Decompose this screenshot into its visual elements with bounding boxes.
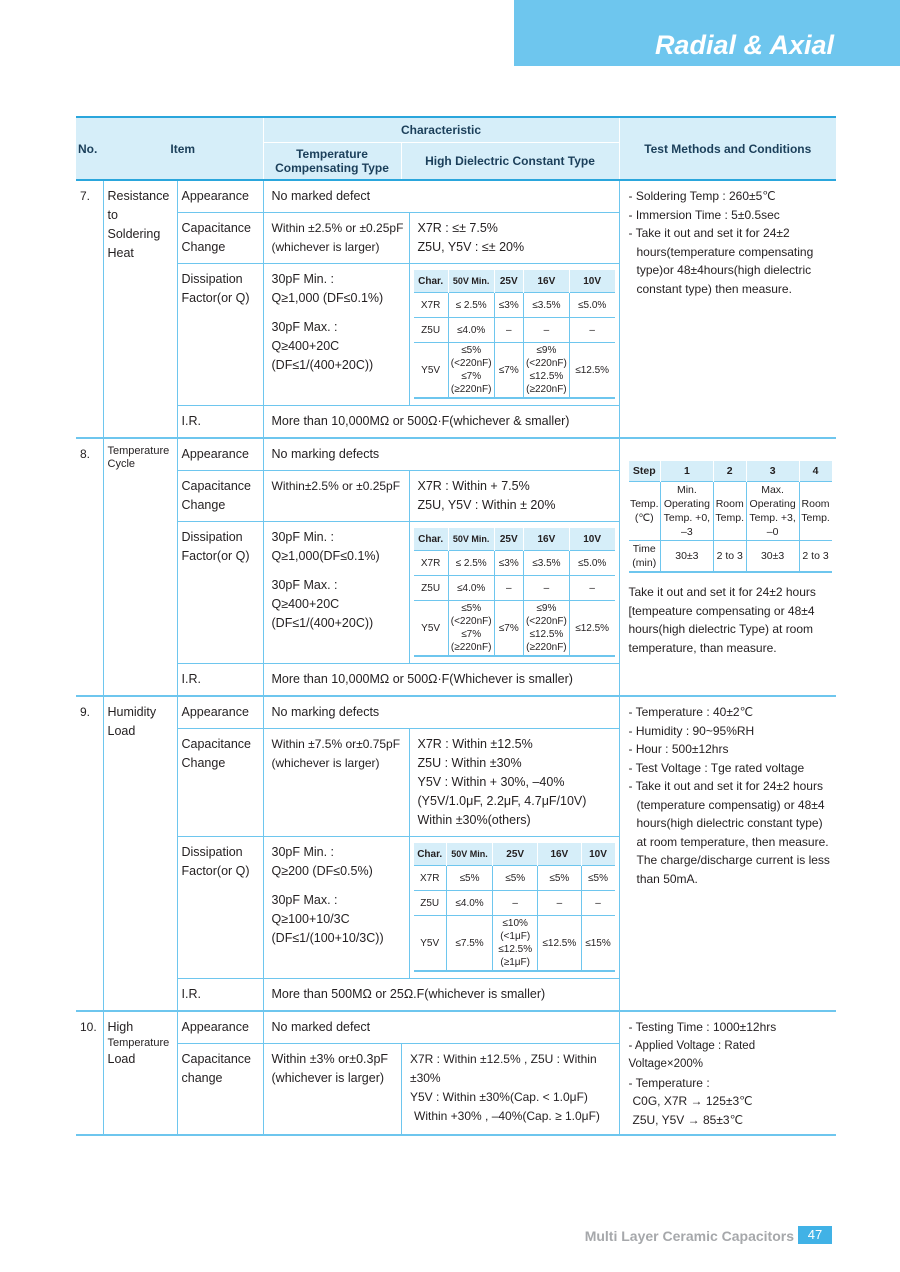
s9-cap-label: Capacitance Change	[177, 729, 263, 837]
table-cell: ≤ 2.5%	[448, 551, 494, 576]
s10-cap-hd: Y5V : Within ±30%(Cap. < 1.0μF)	[410, 1090, 588, 1104]
s8-cap-hd2: Z5U, Y5V : Within ± 20%	[417, 498, 556, 512]
s9-item: Humidity Load	[103, 696, 177, 1011]
table-cell: 30±3	[661, 541, 714, 573]
table-cell: Z5U	[414, 318, 449, 343]
s9-ir-label: I.R.	[177, 979, 263, 1012]
s7-no: 7.	[76, 180, 103, 438]
header-test-methods: Test Methods and Conditions	[619, 117, 836, 180]
table-head: 1	[661, 461, 714, 482]
table-head: Char.	[414, 270, 449, 293]
s9-cap-tc: Within ±7.5% or±0.75pF (whichever is larger)	[271, 737, 401, 770]
table-cell: ≤5% (<220nF) ≤7% (≥220nF)	[448, 601, 494, 657]
s7-test-line: - Take it out and set it for 24±2 hours(temperature compensating type)or 48±4hours(high dielectric constant type) then measure.	[628, 226, 814, 296]
table-cell: –	[569, 318, 614, 343]
table-head: Char.	[414, 843, 447, 866]
s8-appearance-label: Appearance	[177, 438, 263, 471]
s9-cap-hd: (Y5V/1.0μF, 2.2μF, 4.7μF/10V)	[417, 794, 587, 808]
s8-item: Temperature Cycle	[103, 438, 177, 696]
table-head: 25V	[493, 843, 538, 866]
s10-test-line: - Temperature :	[628, 1075, 710, 1090]
s9-cap-hd: Z5U : Within ±30%	[417, 756, 522, 770]
table-cell: ≤ 2.5%	[448, 293, 494, 318]
table-cell: Max. Operating Temp. +3, –0	[746, 482, 799, 541]
table-head: 16V	[523, 528, 569, 551]
table-head: 10V	[569, 270, 614, 293]
table-head: 50V Min.	[448, 528, 494, 551]
s7-df-a2: Q≥1,000 (DF≤0.1%)	[271, 291, 384, 305]
table-cell: ≤7%	[494, 343, 523, 399]
s8-test	[619, 438, 836, 696]
s7-df-b2: Q≥400+20C	[271, 339, 340, 353]
s7-df-b3: (DF≤1/(400+20C))	[271, 358, 374, 372]
table-cell: Z5U	[414, 891, 447, 916]
s7-appearance-row	[76, 180, 836, 213]
s10-item-line: Load	[107, 1052, 136, 1066]
s9-test-line: - Test Voltage : Tge rated voltage	[628, 760, 805, 775]
table-cell: Z5U	[414, 576, 449, 601]
table-cell: ≤7.5%	[446, 916, 492, 972]
s9-df-a2: Q≥200 (DF≤0.5%)	[271, 864, 373, 878]
table-cell: ≤3%	[494, 551, 523, 576]
s8-ir-label: I.R.	[177, 664, 263, 697]
s7-cap-hd: X7R : ≤± 7.5%	[417, 221, 498, 235]
s7-item: Resistance to Soldering Heat	[103, 180, 177, 438]
s10-appearance-row	[76, 1011, 836, 1044]
s10-item-line: Temperature	[107, 1037, 170, 1049]
header-char-subcols	[263, 143, 619, 181]
s7-appearance-label: Appearance	[177, 180, 263, 213]
table-cell: ≤15%	[581, 916, 615, 972]
table-cell: Y5V	[414, 916, 447, 972]
header-no: No.	[76, 117, 103, 180]
table-cell: ≤7%	[494, 601, 523, 657]
page-number: 47	[798, 1226, 832, 1244]
s10-test-line: Z5U, Y5V → 85±3℃	[632, 1112, 744, 1127]
s9-appearance-value: No marking defects	[263, 696, 619, 729]
s10-appearance-label: Appearance	[177, 1011, 263, 1044]
table-cell: X7R	[414, 551, 449, 576]
s8-df-b2: Q≥400+20C	[271, 597, 340, 611]
table-cell: ≤12.5%	[538, 916, 581, 972]
table-cell: Min. Operating Temp. +0, –3	[661, 482, 714, 541]
table-cell: ≤5% (<220nF) ≤7% (≥220nF)	[448, 343, 494, 399]
table-head: 50V Min.	[446, 843, 492, 866]
table-cell: –	[494, 318, 523, 343]
s7-cap-hd2: Z5U, Y5V : ≤± 20%	[417, 240, 525, 254]
s9-df-b2: Q≥100+10/3C	[271, 912, 350, 926]
table-cell: ≤4.0%	[448, 318, 494, 343]
s10-cap-hd: X7R : Within ±12.5% , Z5U : Within ±30%	[410, 1052, 597, 1085]
table-cell: ≤5%	[538, 866, 581, 891]
s7-cap-tc: Within ±2.5% or ±0.25pF (whichever is larger)	[271, 221, 404, 254]
table-cell: ≤4.0%	[446, 891, 492, 916]
s7-ir-value: More than 10,000MΩ or 500Ω·F(whichever & smaller)	[263, 406, 619, 439]
table-head: 16V	[523, 270, 569, 293]
s7-df-table	[414, 270, 615, 399]
header-high-dielectric: High Dielectric Constant Type	[401, 143, 619, 179]
table-cell: ≤5%	[581, 866, 615, 891]
table-cell: X7R	[414, 293, 449, 318]
spec-table	[76, 116, 836, 1136]
table-cell: –	[538, 891, 581, 916]
table-cell: ≤3%	[494, 293, 523, 318]
s8-test-text: Take it out and set it for 24±2 hours [tempeature compensating or 48±4 hours(high dielectric Type) at room temperature, than measure.	[628, 585, 816, 655]
table-cell: –	[523, 318, 569, 343]
s8-df-table	[414, 528, 615, 657]
header-row-1	[76, 117, 836, 143]
s10-test	[619, 1011, 836, 1135]
s8-df-b1: 30pF Max. :	[271, 578, 338, 592]
s9-cap-hd: Y5V : Within + 30%, –40%	[417, 775, 565, 789]
s10-appearance-value: No marked defect	[263, 1011, 619, 1044]
table-head: 4	[799, 461, 831, 482]
table-cell: X7R	[414, 866, 447, 891]
table-cell: Temp. (℃)	[629, 482, 661, 541]
table-cell: ≤5.0%	[569, 551, 614, 576]
table-head: 25V	[494, 270, 523, 293]
table-cell: Time (min)	[629, 541, 661, 573]
banner-title: Radial & Axial	[654, 30, 834, 60]
table-cell: ≤9% (<220nF) ≤12.5% (≥220nF)	[523, 343, 569, 399]
table-cell: ≤5.0%	[569, 293, 614, 318]
table-cell: ≤4.0%	[448, 576, 494, 601]
table-cell: –	[493, 891, 538, 916]
table-cell: ≤3.5%	[523, 551, 569, 576]
s7-ir-label: I.R.	[177, 406, 263, 439]
s7-df-label: Dissipation Factor(or Q)	[177, 264, 263, 406]
table-cell: ≤9% (<220nF) ≤12.5% (≥220nF)	[523, 601, 569, 657]
s9-cap-hd: Within ±30%(others)	[417, 813, 531, 827]
table-cell: ≤5%	[493, 866, 538, 891]
s9-ir-value: More than 500MΩ or 25Ω.F(whichever is smaller)	[263, 979, 619, 1012]
s9-df-a1: 30pF Min. :	[271, 845, 335, 859]
s7-test-line: - Soldering Temp : 260±5℃	[628, 189, 776, 203]
s10-item-line: High	[107, 1020, 134, 1034]
table-cell: ≤3.5%	[523, 293, 569, 318]
table-cell: –	[569, 576, 614, 601]
s9-appearance-row	[76, 696, 836, 729]
s9-test	[619, 696, 836, 1011]
table-head: 25V	[494, 528, 523, 551]
s9-cap-hd: X7R : Within ±12.5%	[417, 737, 533, 751]
s10-test-line: - Testing Time : 1000±12hrs	[628, 1020, 777, 1034]
table-cell: 30±3	[746, 541, 799, 573]
s9-df-b3: (DF≤1/(100+10/3C))	[271, 931, 384, 945]
table-cell: ≤5%	[446, 866, 492, 891]
s8-cap-label: Capacitance Change	[177, 471, 263, 522]
table-cell: –	[581, 891, 615, 916]
s8-step-table	[629, 461, 832, 573]
table-cell: ≤10% (<1μF) ≤12.5% (≥1μF)	[493, 916, 538, 972]
s8-df-a2: Q≥1,000(DF≤0.1%)	[271, 549, 380, 563]
table-cell: –	[523, 576, 569, 601]
table-head: 10V	[581, 843, 615, 866]
table-head: 2	[713, 461, 746, 482]
s10-no: 10.	[76, 1011, 103, 1135]
table-head: 50V Min.	[448, 270, 494, 293]
title-banner	[514, 0, 900, 66]
table-head: 16V	[538, 843, 581, 866]
s7-df-a1: 30pF Min. :	[271, 272, 335, 286]
s10-cap-hd: Within +30% , –40%(Cap. ≥ 1.0μF)	[414, 1109, 600, 1123]
table-cell: –	[494, 576, 523, 601]
s9-test-line: - Temperature : 40±2℃	[628, 705, 754, 719]
s7-test-line: - Immersion Time : 5±0.5sec	[628, 207, 780, 222]
s9-df-table	[414, 843, 615, 972]
footer-title: Multi Layer Ceramic Capacitors	[584, 1228, 794, 1244]
s9-test-line: - Hour : 500±12hrs	[628, 742, 729, 756]
s10-test-line: - Applied Voltage : Rated Voltage×200%	[628, 1039, 756, 1070]
s9-appearance-label: Appearance	[177, 696, 263, 729]
header-characteristic: Characteristic	[263, 117, 619, 143]
s7-test	[619, 180, 836, 438]
table-cell: Y5V	[414, 601, 449, 657]
table-cell: 2 to 3	[713, 541, 746, 573]
s10-item	[103, 1011, 177, 1135]
table-cell: Y5V	[414, 343, 449, 399]
table-cell: Room Temp.	[799, 482, 831, 541]
table-cell: ≤12.5%	[569, 343, 614, 399]
s7-df-b1: 30pF Max. :	[271, 320, 338, 334]
s8-df-label: Dissipation Factor(or Q)	[177, 522, 263, 664]
s7-appearance-value: No marked defect	[263, 180, 619, 213]
s8-ir-value: More than 10,000MΩ or 500Ω·F(Whichever is smaller)	[263, 664, 619, 697]
table-cell: Room Temp.	[713, 482, 746, 541]
s10-cap-tc: Within ±3% or±0.3pF (whichever is larger)	[271, 1052, 389, 1085]
s10-test-line: C0G, X7R → 125±3℃	[632, 1094, 753, 1108]
s8-df-a1: 30pF Min. :	[271, 530, 335, 544]
header-item: Item	[103, 117, 263, 180]
header-temp-comp: Temperature Compensating Type	[275, 147, 389, 175]
table-cell: ≤12.5%	[569, 601, 614, 657]
s8-df-b3: (DF≤1/(400+20C))	[271, 616, 374, 630]
s8-cap-tc: Within±2.5% or ±0.25pF	[271, 479, 401, 493]
s8-no: 8.	[76, 438, 103, 696]
s8-cap-hd: X7R : Within + 7.5%	[417, 479, 530, 493]
s7-cap-label: Capacitance Change	[177, 213, 263, 264]
s9-no: 9.	[76, 696, 103, 1011]
s9-df-b1: 30pF Max. :	[271, 893, 338, 907]
s8-appearance-value: No marking defects	[263, 438, 619, 471]
s9-df-label: Dissipation Factor(or Q)	[177, 837, 263, 979]
table-cell: 2 to 3	[799, 541, 831, 573]
table-head: Step	[629, 461, 661, 482]
table-head: Char.	[414, 528, 449, 551]
s8-appearance-row	[76, 438, 836, 471]
s9-test-line: - Humidity : 90~95%RH	[628, 723, 755, 738]
table-head: 10V	[569, 528, 614, 551]
table-head: 3	[746, 461, 799, 482]
s10-cap-label: Capacitance change	[177, 1044, 263, 1136]
s9-test-line: - Take it out and set it for 24±2 hours (temperature compensatig) or 48±4 hours(high dielectric constant type) at room temperature, then measure. The charge/discharge current is less than 50mA.	[628, 779, 830, 886]
